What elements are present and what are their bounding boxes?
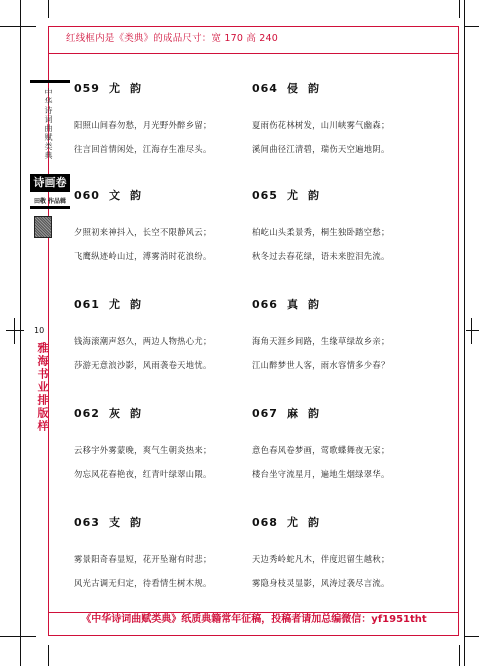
poem-block xyxy=(252,80,447,155)
poem-line: 阳照山间春勿愁，月光野外醉乡留； xyxy=(74,120,212,130)
rhyme-char: 尤 xyxy=(286,189,299,202)
frame-top-rule xyxy=(49,53,458,54)
poem-block xyxy=(74,514,269,589)
poem-number: 064 xyxy=(252,82,278,95)
poem-block xyxy=(252,405,447,480)
poem-heading xyxy=(252,514,447,530)
crop-mark xyxy=(14,318,15,344)
rhyme-char: 支 xyxy=(108,516,121,529)
poem-line: 意色春风卷梦画，莺歌蝶舞夜无家； xyxy=(252,445,390,455)
poem-line: 钱海滚潮声怒久，两边人物热心尤； xyxy=(74,336,212,346)
poem-number: 066 xyxy=(252,298,278,311)
poem-heading xyxy=(74,514,269,530)
poem-number: 059 xyxy=(74,82,100,95)
poem-block xyxy=(74,405,269,480)
poem-block xyxy=(252,296,447,371)
poem-line: 云移宇外雾蒙晚，爽气生朝炎热来； xyxy=(74,445,212,455)
poem-line: 天边秀岭蛇凡木，伴度迟留生越秋； xyxy=(252,554,390,564)
poem-line: 夏雨伤花林树发，山川峡雾气幽森； xyxy=(252,120,390,130)
crop-mark xyxy=(459,0,460,18)
poem-line: 雾景阳奇春显短，花开坠谢有时悲； xyxy=(74,554,212,564)
rhyme-label: 韵 xyxy=(307,82,320,95)
poem-line: 飞鹰纵迹岭山过，溥雾消时花浪纷。 xyxy=(74,251,212,261)
poem-block xyxy=(74,296,269,371)
poem-number: 060 xyxy=(74,189,100,202)
rhyme-label: 韵 xyxy=(307,298,320,311)
poem-number: 062 xyxy=(74,407,100,420)
frame-size-note: 红线框内是《类典》的成品尺寸：宽 170 高 240 xyxy=(66,33,279,44)
poem-heading xyxy=(252,187,447,203)
poem-line: 夕照初来神抖入，长空不限静风云； xyxy=(74,227,212,237)
poem-number: 068 xyxy=(252,516,278,529)
poem-line: 风光古调无归定，待看情生树木规。 xyxy=(74,578,212,588)
seal-stamp xyxy=(34,216,52,238)
poem-heading xyxy=(74,405,269,421)
page-edge-line xyxy=(20,0,21,666)
poem-heading xyxy=(74,187,269,203)
series-title: 中华诗词曲赋类典 xyxy=(44,88,53,160)
rhyme-label: 韵 xyxy=(129,407,142,420)
poem-heading xyxy=(74,80,269,96)
poem-line: 楼台坐守流星月，遍地生烟绿翠华。 xyxy=(252,469,390,479)
page-number: 10 xyxy=(34,326,45,335)
poem-line: 柏屹山头柔景秀，桐生独卧踏空愁； xyxy=(252,227,390,237)
crop-mark xyxy=(0,636,36,637)
rhyme-label: 韵 xyxy=(307,407,320,420)
layout-sample-note: 雅海书业排版样 xyxy=(36,342,49,433)
submission-notice: 《中华诗词曲赋类典》纸质典籍常年征稿，投稿者请加总编微信：yf1951tht xyxy=(81,614,427,625)
poem-line: 海角天涯乡间路，生缘草绿故乡亲； xyxy=(252,336,390,346)
poem-heading xyxy=(252,405,447,421)
poem-line: 溪间曲径江清碧，瑞伤天空遍地阴。 xyxy=(252,144,390,154)
poem-heading xyxy=(252,80,447,96)
rhyme-label: 韵 xyxy=(307,516,320,529)
poem-heading xyxy=(74,296,269,312)
rhyme-char: 尤 xyxy=(286,516,299,529)
crop-mark xyxy=(0,26,36,27)
rhyme-char: 真 xyxy=(286,298,299,311)
volume-title: 诗画卷 xyxy=(30,174,70,192)
rhyme-label: 韵 xyxy=(129,516,142,529)
poem-line: 江山醉梦世人客，雨水容情多少春？ xyxy=(252,360,390,370)
crop-mark xyxy=(471,318,472,344)
rhyme-char: 尤 xyxy=(108,298,121,311)
poem-number: 061 xyxy=(74,298,100,311)
rhyme-label: 韵 xyxy=(129,82,142,95)
poem-block xyxy=(252,514,447,589)
crop-mark xyxy=(459,645,460,666)
crop-mark xyxy=(48,0,49,18)
poem-line: 秋冬过去春花绿，语未来腔泪先流。 xyxy=(252,251,390,261)
crop-mark xyxy=(48,645,49,666)
rhyme-char: 麻 xyxy=(286,407,299,420)
poem-line: 勿忘风花春艳夜，红青叶绿翠山隈。 xyxy=(74,469,212,479)
rhyme-char: 文 xyxy=(108,189,121,202)
poem-line: 往言回首情闲处，江海存生准尽头。 xyxy=(74,144,212,154)
poem-heading xyxy=(252,296,447,312)
poem-block xyxy=(74,80,269,155)
rhyme-char: 尤 xyxy=(108,82,121,95)
poem-line: 莎游无意浪沙影，风雨袭卷天地忧。 xyxy=(74,360,212,370)
rhyme-label: 韵 xyxy=(129,298,142,311)
rhyme-char: 灰 xyxy=(108,407,121,420)
crop-mark xyxy=(464,636,479,637)
poem-block xyxy=(74,187,269,262)
sidebar-rule-top xyxy=(30,80,70,83)
crop-mark xyxy=(466,330,479,331)
author-line: 田敬 作品辑 xyxy=(33,198,67,205)
rhyme-label: 韵 xyxy=(307,189,320,202)
poem-line: 雾隐身枝灵显影，风涛过袭尽言流。 xyxy=(252,578,390,588)
poem-number: 065 xyxy=(252,189,278,202)
crop-mark xyxy=(6,330,24,331)
poem-number: 067 xyxy=(252,407,278,420)
poem-block xyxy=(252,187,447,262)
crop-mark xyxy=(464,26,479,27)
page-edge-line xyxy=(464,0,465,666)
sidebar-rule-bottom xyxy=(30,206,70,209)
rhyme-label: 韵 xyxy=(129,189,142,202)
poem-number: 063 xyxy=(74,516,100,529)
rhyme-char: 侵 xyxy=(286,82,299,95)
